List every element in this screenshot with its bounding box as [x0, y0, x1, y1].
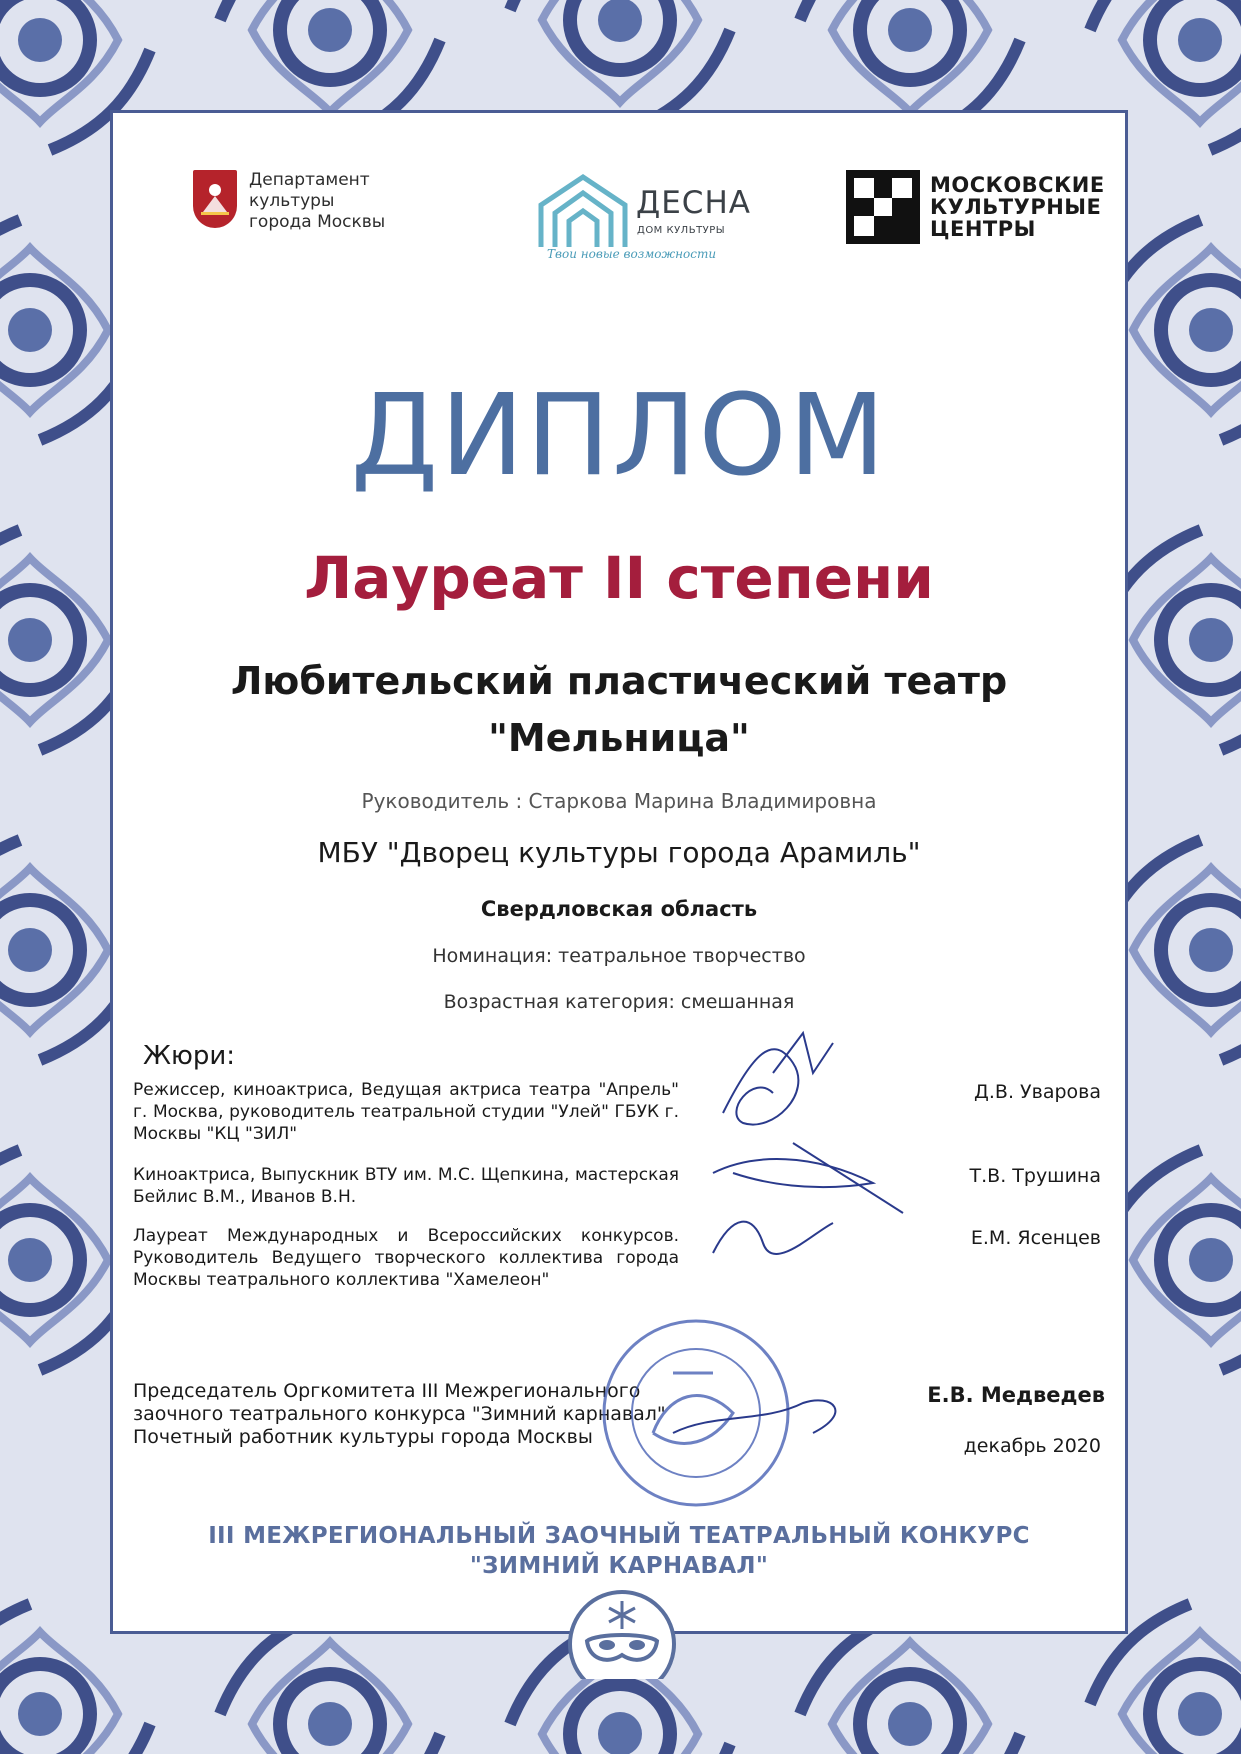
jury-heading: Жюри: — [143, 1041, 236, 1071]
signature-trushina-icon — [713, 1143, 903, 1213]
chairman-title-line: заочного театрального конкурса "Зимний карнавал" — [133, 1403, 666, 1425]
chairman-name: Е.В. Медведев — [927, 1383, 1105, 1407]
jury-member-name: Д.В. Уварова — [974, 1081, 1101, 1103]
desna-house-icon — [533, 169, 633, 249]
issue-date: декабрь 2020 — [963, 1435, 1101, 1457]
signature-yasentsev-icon — [713, 1222, 833, 1254]
chairman-title-line: Почетный работник культуры города Москвы — [133, 1426, 593, 1448]
mkc-checker-icon — [846, 170, 920, 244]
recipient-name — [113, 653, 1125, 767]
contest-title-line: "ЗИМНИЙ КАРНАВАЛ" — [469, 1553, 769, 1579]
diploma-title: ДИПЛОМ — [350, 371, 888, 501]
organization: МБУ "Дворец культуры города Арамиль" — [317, 836, 921, 869]
signature-uvarova-icon — [723, 1033, 833, 1125]
recipient-line: "Мельница" — [488, 716, 750, 760]
diploma-panel — [110, 110, 1128, 1634]
jury-member-description: Режиссер, киноактриса, Ведущая актриса театра "Апрель" г. Москва, руководитель театральной студии "Улей" ГБУК г. Москвы "КЦ "ЗИЛ" — [133, 1080, 679, 1144]
dept-logo-line: культуры — [249, 191, 335, 211]
desna-subtitle: ДОМ КУЛЬТУРЫ — [637, 225, 726, 236]
leader-line: Руководитель : Старкова Марина Владимировна — [361, 789, 877, 813]
mkc-logo-line: КУЛЬТУРНЫЕ — [930, 195, 1102, 219]
age-category: Возрастная категория: смешанная — [443, 991, 795, 1013]
desna-logo — [533, 169, 763, 259]
dept-logo-line: Департамент — [249, 170, 370, 190]
region: Свердловская область — [480, 897, 758, 921]
jury-member-name: Е.М. Ясенцев — [970, 1227, 1101, 1249]
award-level: Лауреат II степени — [304, 544, 934, 612]
desna-slogan: Твои новые возможности — [547, 247, 717, 261]
jury-member-description: Лауреат Международных и Всероссийских конкурсов. Руководитель Ведущего творческого коллектива города Москвы театрального коллектива "Хамелеон" — [133, 1226, 679, 1290]
recipient-line: Любительский пластический театр — [230, 659, 1008, 703]
dept-logo-line: города Москвы — [249, 212, 386, 232]
mkc-logo-line: ЦЕНТРЫ — [930, 217, 1036, 241]
dept-culture-logo — [193, 170, 399, 233]
chairman-title-line: Председатель Оргкомитета III Межрегионального — [133, 1380, 641, 1402]
jury-member-name: Т.В. Трушина — [969, 1165, 1101, 1187]
nomination: Номинация: театральное творчество — [432, 945, 806, 967]
moscow-coat-of-arms-icon — [193, 170, 237, 228]
mkc-logo-line: МОСКОВСКИЕ — [930, 173, 1105, 197]
mkc-logo — [846, 170, 1105, 244]
desna-name: ДЕСНА — [636, 185, 751, 221]
chairman-title — [133, 1380, 733, 1449]
carnival-mask-snowflake-icon — [567, 1589, 677, 1679]
jury-member-description: Киноактриса, Выпускник ВТУ им. М.С. Щепкина, мастерская Бейлис В.М., Иванов В.Н. — [133, 1165, 679, 1207]
contest-title-line: III МЕЖРЕГИОНАЛЬНЫЙ ЗАОЧНЫЙ ТЕАТРАЛЬНЫЙ КОНКУРС — [208, 1523, 1030, 1549]
